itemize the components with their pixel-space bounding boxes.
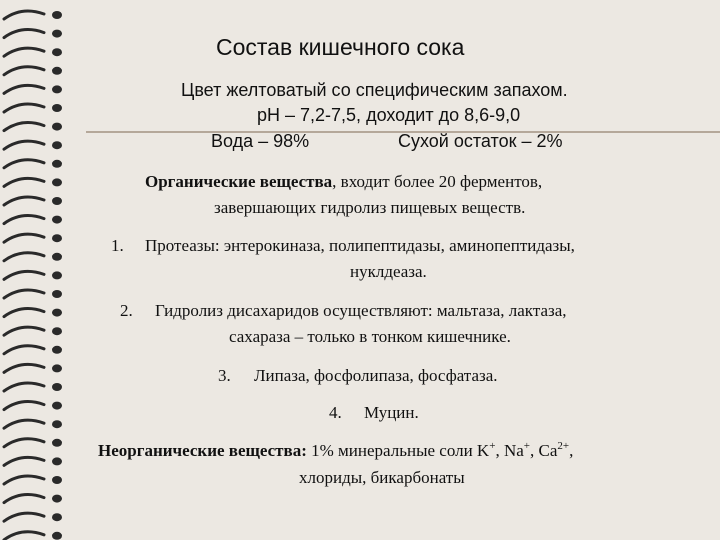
spiral-ring (4, 495, 62, 503)
calcium-charge: 2+ (557, 440, 570, 452)
water-content: Вода – 98% (211, 131, 310, 151)
organic-label: Органические вещества (145, 172, 333, 191)
inorganic-text-prefix: 1% минеральные соли K (306, 441, 490, 460)
spiral-ring (4, 476, 62, 484)
list-item-3-number: 3. (218, 366, 231, 385)
spiral-ring (4, 420, 62, 428)
spiral-ring (4, 383, 62, 391)
list-item-1-line-2: нуклдеаза. (350, 262, 427, 281)
spiral-ring (4, 271, 62, 279)
spiral-ring (4, 85, 62, 93)
spiral-ring (4, 346, 62, 354)
spiral-ring (4, 11, 62, 19)
spiral-ring (4, 104, 62, 112)
spiral-ring (4, 309, 62, 317)
spiral-ring (4, 67, 62, 75)
potassium-charge: + (489, 440, 496, 452)
spiral-ring (4, 216, 62, 224)
inorganic-text-mid-2: , Ca (529, 441, 558, 460)
list-item-1-line-1: Протеазы: энтерокиназа, полипептидазы, аминопептидазы, (145, 236, 575, 255)
spiral-ring (4, 197, 62, 205)
inorganic-text-suffix: , (569, 441, 574, 460)
spiral-ring (4, 327, 62, 335)
list-item-2-line-2: сахараза – только в тонком кишечнике. (229, 327, 511, 346)
spiral-ring (4, 178, 62, 186)
spiral-ring (4, 30, 62, 38)
list-item-1-number: 1. (111, 236, 124, 255)
spiral-binding (0, 0, 70, 540)
sodium-charge: + (523, 440, 530, 452)
dry-residue: Сухой остаток – 2% (398, 131, 563, 151)
inorganic-text-mid-1: , Na (495, 441, 524, 460)
spiral-ring (4, 402, 62, 410)
slide-title: Состав кишечного сока (216, 34, 465, 60)
spiral-ring (4, 253, 62, 261)
spiral-ring (4, 532, 62, 540)
spiral-ring (4, 141, 62, 149)
spiral-ring (4, 457, 62, 465)
inorganic-label: Неорганические вещества: (98, 441, 307, 460)
spiral-ring (4, 234, 62, 242)
spiral-ring (4, 123, 62, 131)
list-item-4-number: 4. (329, 403, 342, 422)
spiral-ring (4, 160, 62, 168)
organic-text-2: завершающих гидролиз пищевых веществ. (214, 198, 526, 217)
organic-line-1 (145, 173, 542, 190)
list-item-3-line-1: Липаза, фосфолипаза, фосфатаза. (254, 366, 498, 385)
list-item-2-line-1: Гидролиз дисахаридов осуществляют: мальтаза, лактаза, (155, 301, 567, 320)
spiral-ring (4, 48, 62, 56)
list-item-2-number: 2. (120, 301, 133, 320)
list-item-4-line-1: Муцин. (364, 403, 419, 422)
spiral-ring (4, 290, 62, 298)
spiral-ring (4, 513, 62, 521)
ph-line: pH – 7,2-7,5, доходит до 8,6-9,0 (257, 105, 521, 125)
inorganic-line-2: хлориды, бикарбонаты (299, 468, 465, 487)
spiral-ring (4, 439, 62, 447)
inorganic-line-1 (98, 442, 573, 459)
spiral-ring (4, 364, 62, 372)
color-line: Цвет желтоватый со специфическим запахом. (181, 80, 568, 100)
organic-text-1: , входит более 20 ферментов, (332, 172, 543, 191)
